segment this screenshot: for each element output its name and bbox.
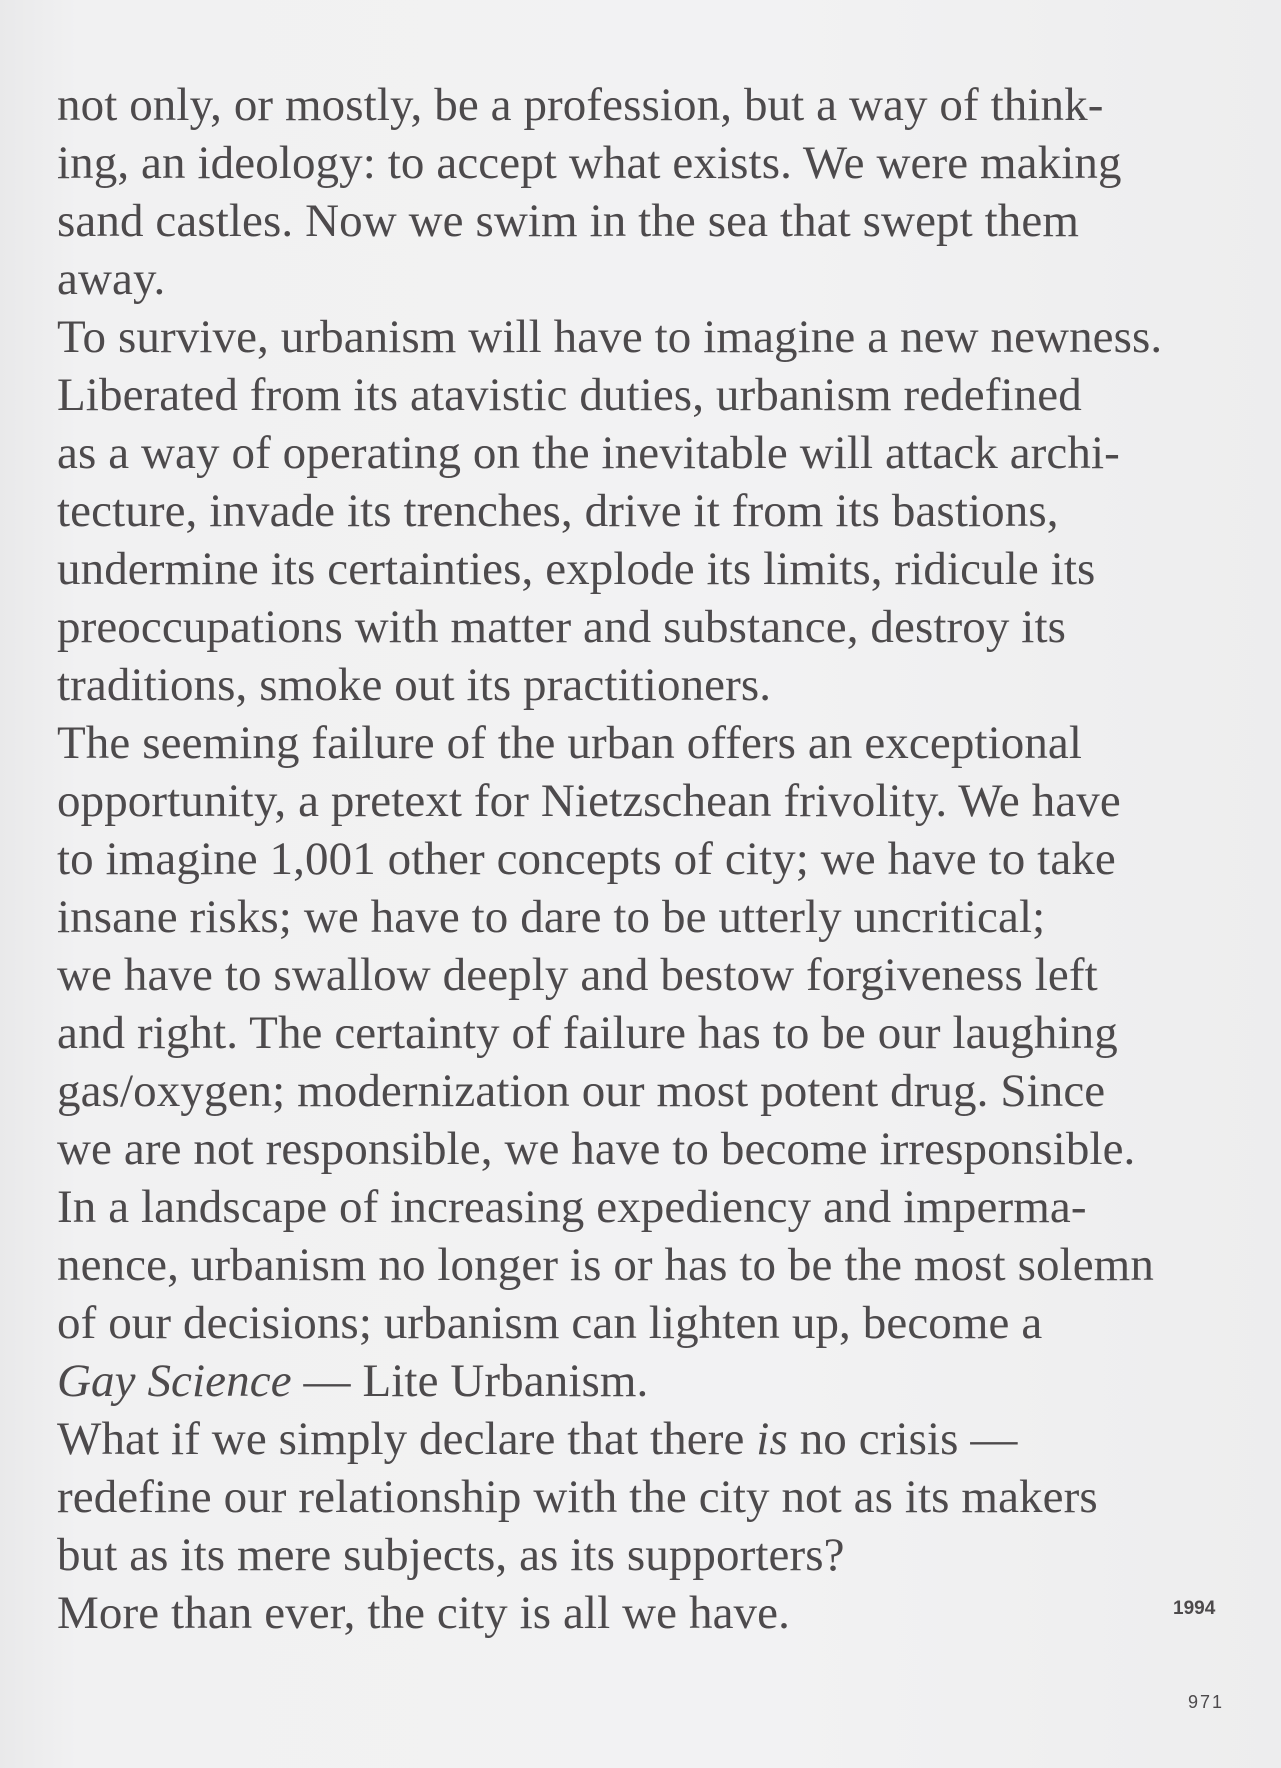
text-line: To survive, urbanism will have to imagine a new newness.: [57, 311, 1163, 363]
italic-emphasis-is: is: [756, 1413, 788, 1465]
text-fragment: no crisis —: [787, 1413, 1018, 1465]
essay-body-text: [57, 76, 1257, 1642]
text-line: away.: [57, 253, 166, 305]
text-line: opportunity, a pretext for Nietzschean frivolity. We have: [57, 775, 1121, 827]
page-number: 971: [1188, 1692, 1225, 1712]
text-line: ing, an ideology: to accept what exists. We were making: [57, 137, 1122, 189]
text-line-what-if: [57, 1410, 1257, 1468]
text-line: redefine our relationship with the city not as its makers: [57, 1471, 1098, 1523]
year-label: 1994: [1173, 1598, 1216, 1619]
text-line: we are not responsible, we have to become irresponsible.: [57, 1123, 1136, 1175]
text-line: undermine its certainties, explode its limits, ridicule its: [57, 543, 1096, 595]
text-line: traditions, smoke out its practitioners.: [57, 659, 772, 711]
text-fragment: What if we simply declare that there: [57, 1413, 757, 1465]
text-line: In a landscape of increasing expediency and imperma-: [57, 1181, 1087, 1233]
text-line: The seeming failure of the urban offers an exceptional: [57, 717, 1083, 769]
text-line: insane risks; we have to dare to be utterly uncritical;: [57, 891, 1046, 943]
text-line-gay-science: [57, 1352, 1257, 1410]
text-line: not only, or mostly, be a profession, but a way of think-: [57, 79, 1104, 131]
text-fragment: — Lite Urbanism.: [291, 1355, 649, 1407]
text-line: but as its mere subjects, as its supporters?: [57, 1529, 845, 1581]
text-line: of our decisions; urbanism can lighten up, become a: [57, 1297, 1043, 1349]
text-line: and right. The certainty of failure has to be our laughing: [57, 1007, 1118, 1059]
text-line: Liberated from its atavistic duties, urbanism redefined: [57, 369, 1082, 421]
text-line: sand castles. Now we swim in the sea that swept them: [57, 195, 1080, 247]
text-line: as a way of operating on the inevitable will attack archi-: [57, 427, 1120, 479]
text-line: nence, urbanism no longer is or has to be the most solemn: [57, 1239, 1154, 1291]
text-line: More than ever, the city is all we have.: [57, 1587, 790, 1639]
italic-title-gay-science: Gay Science: [57, 1355, 292, 1407]
text-line: we have to swallow deeply and bestow forgiveness left: [57, 949, 1098, 1001]
text-line: tecture, invade its trenches, drive it from its bastions,: [57, 485, 1059, 537]
text-line: gas/oxygen; modernization our most potent drug. Since: [57, 1065, 1106, 1117]
text-line: preoccupations with matter and substance, destroy its: [57, 601, 1067, 653]
text-line: to imagine 1,001 other concepts of city; we have to take: [57, 833, 1116, 885]
